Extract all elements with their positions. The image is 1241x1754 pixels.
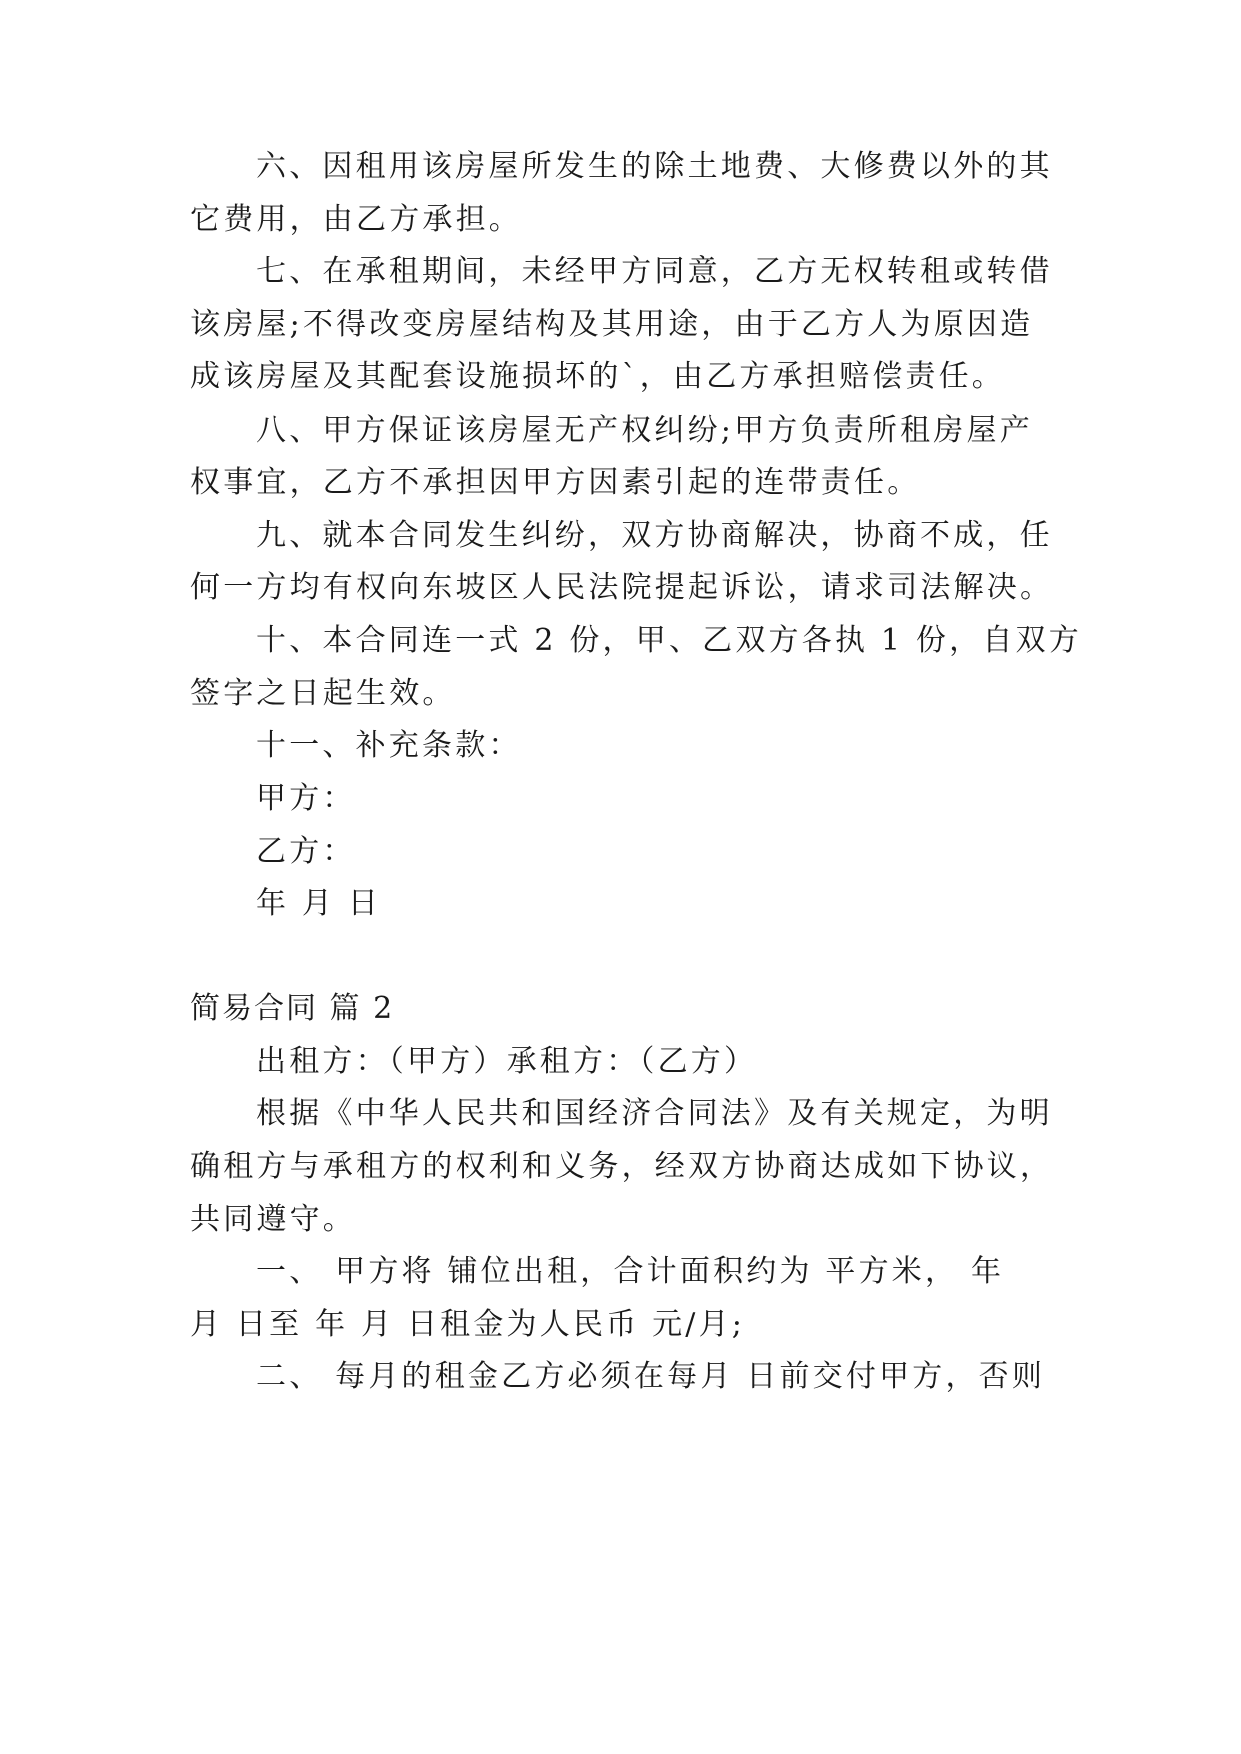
intro-line-1: 根据《中华人民共和国经济合同法》及有关规定，为明 [256, 1096, 1053, 1131]
section-2-title: 简易合同 篇 2 [190, 991, 395, 1026]
clause-8-line-2: 权事宜，乙方不承担因甲方因素引起的连带责任。 [190, 465, 921, 500]
signature-date: 年 月 日 [256, 886, 382, 921]
intro-line-2: 确租方与承租方的权利和义务，经双方协商达成如下协议， [190, 1149, 1054, 1184]
section-2-clause-1-line-2: 月 日至 年 月 日租金为人民币 元/月; [190, 1307, 746, 1342]
clause-11: 十一、补充条款： [256, 728, 522, 763]
section-2-parties: 出租方：（甲方）承租方：（乙方） [256, 1044, 758, 1079]
section-2-clause-2-line-1: 二、 每月的租金乙方必须在每月 日前交付甲方，否则 [256, 1359, 1046, 1394]
clause-9-line-1: 九、就本合同发生纠纷，双方协商解决，协商不成，任 [256, 518, 1053, 553]
clause-7-line-1: 七、在承租期间，未经甲方同意，乙方无权转租或转借 [256, 254, 1053, 289]
section-2-clause-1-line-1: 一、 甲方将 铺位出租，合计面积约为 平方米， 年 [256, 1254, 1005, 1289]
clause-8-line-1: 八、甲方保证该房屋无产权纠纷;甲方负责所租房屋产 [256, 413, 1033, 448]
clause-10-line-1: 十、本合同连一式 2 份，甲、乙双方各执 1 份，自双方 [256, 623, 1082, 658]
clause-6-line-2: 它费用，由乙方承担。 [190, 202, 522, 237]
party-b-signature: 乙方： [256, 834, 356, 869]
clause-6-line-1: 六、因租用该房屋所发生的除土地费、大修费以外的其 [256, 149, 1053, 184]
clause-9-line-2: 何一方均有权向东坡区人民法院提起诉讼，请求司法解决。 [190, 570, 1054, 605]
party-a-signature: 甲方： [256, 781, 356, 816]
clause-7-line-3: 成该房屋及其配套设施损坏的`，由乙方承担赔偿责任。 [190, 359, 1005, 394]
clause-10-line-2: 签字之日起生效。 [190, 676, 456, 711]
clause-7-line-2: 该房屋;不得改变房屋结构及其用途，由于乙方人为原因造 [190, 307, 1034, 342]
intro-line-3: 共同遵守。 [190, 1202, 356, 1237]
